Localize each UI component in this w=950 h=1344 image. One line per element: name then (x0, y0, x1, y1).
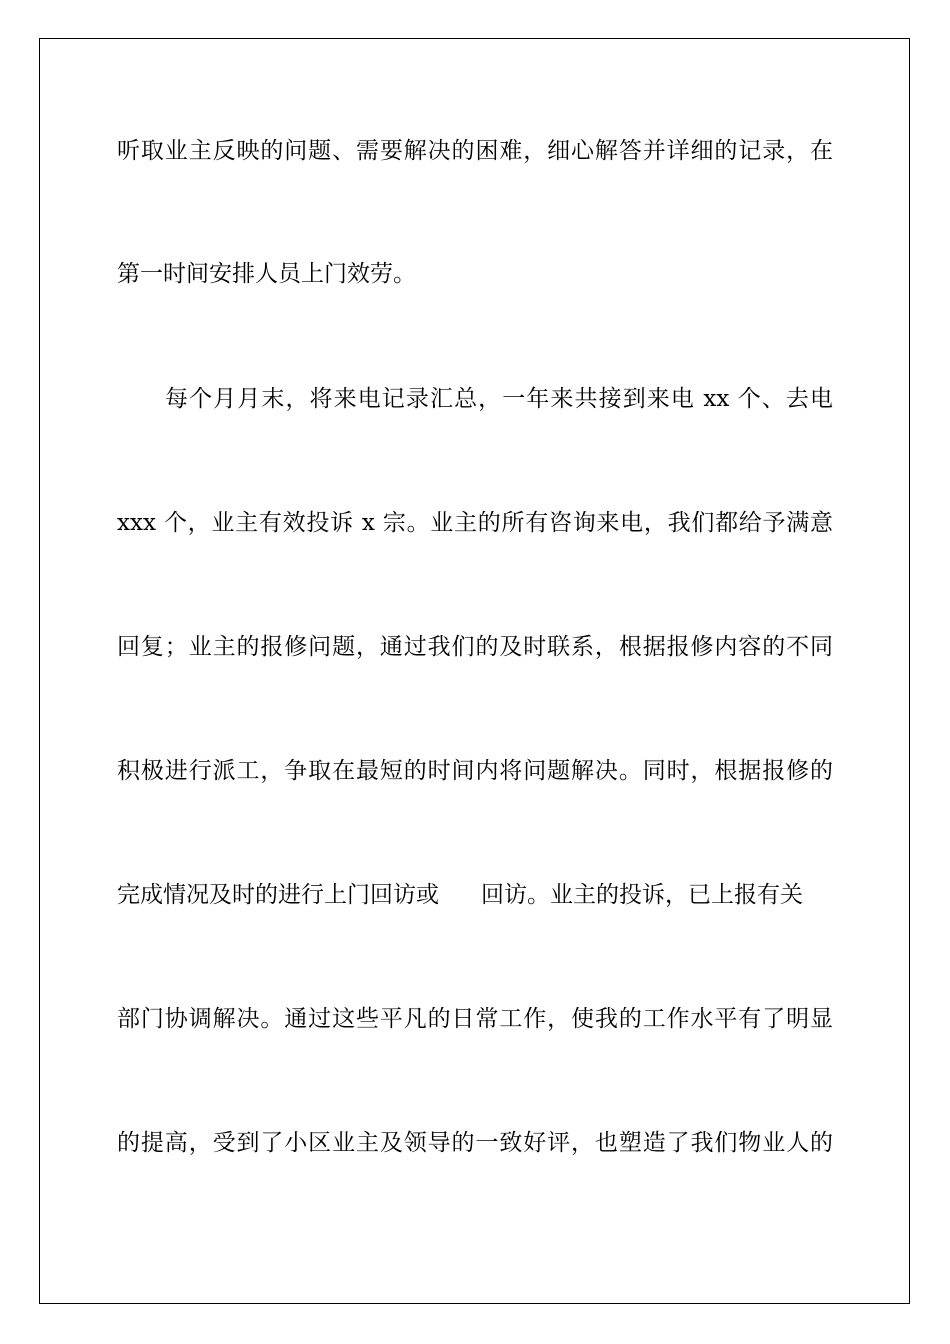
text-line-7 (117, 880, 833, 910)
page-frame (39, 38, 910, 1304)
text-line-5: 回复；业主的报修问题，通过我们的及时联系，根据报修内容的不同 (117, 634, 833, 660)
text-line-1: 听取业主反映的问题、需要解决的困难，细心解答并详细的记录，在 (117, 138, 833, 164)
text-line-8: 部门协调解决。通过这些平凡的日常工作，使我的工作水平有了明显 (117, 1006, 833, 1032)
text-line-9: 的提高，受到了小区业主及领导的一致好评，也塑造了我们物业人的 (117, 1130, 833, 1156)
text-line-7-part-1: 完成情况及时的进行上门回访或 (117, 882, 439, 908)
text-line-2: 第一时间安排人员上门效劳。 (117, 261, 416, 287)
text-line-3: 每个月月末，将来电记录汇总，一年来共接到来电 xx 个、去电 (165, 386, 833, 412)
text-line-7-part-2: 回访。业主的投诉，已上报有关 (481, 882, 803, 908)
text-line-4: xxx 个，业主有效投诉 x 宗。业主的所有咨询来电，我们都给予满意 (117, 510, 833, 536)
text-line-6: 积极进行派工，争取在最短的时间内将问题解决。同时，根据报修的 (117, 758, 833, 784)
